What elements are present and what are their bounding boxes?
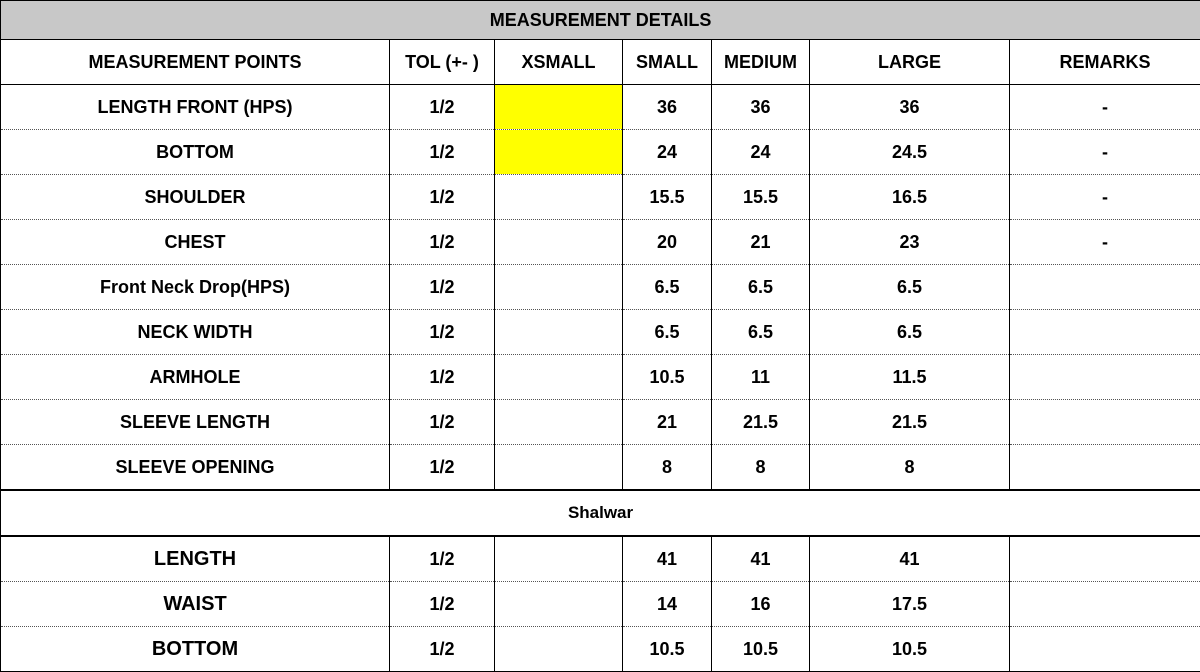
cell-xsmall[interactable] (495, 400, 623, 445)
header-remarks[interactable]: REMARKS (1010, 40, 1200, 85)
cell-point[interactable]: NECK WIDTH (1, 310, 390, 355)
cell-point[interactable]: CHEST (1, 220, 390, 265)
table-title[interactable]: MEASUREMENT DETAILS (1, 1, 1200, 40)
cell-large[interactable]: 16.5 (810, 175, 1010, 220)
cell-xsmall[interactable] (495, 445, 623, 491)
header-large[interactable]: LARGE (810, 40, 1010, 85)
table-row (1, 85, 1200, 130)
cell-medium[interactable]: 36 (712, 85, 810, 130)
cell-xsmall[interactable] (495, 582, 623, 627)
cell-point[interactable]: LENGTH FRONT (HPS) (1, 85, 390, 130)
cell-remarks[interactable] (1010, 536, 1200, 582)
cell-medium[interactable]: 6.5 (712, 265, 810, 310)
cell-large[interactable]: 6.5 (810, 265, 1010, 310)
cell-large[interactable]: 10.5 (810, 627, 1010, 672)
table-row (1, 536, 1200, 582)
cell-tol[interactable]: 1/2 (390, 536, 495, 582)
cell-xsmall[interactable] (495, 175, 623, 220)
cell-medium[interactable]: 6.5 (712, 310, 810, 355)
cell-xsmall[interactable] (495, 130, 623, 175)
cell-xsmall[interactable] (495, 220, 623, 265)
section-label-shalwar[interactable]: Shalwar (1, 490, 1200, 536)
table-row (1, 265, 1200, 310)
section-header-row (1, 490, 1200, 536)
cell-remarks[interactable] (1010, 400, 1200, 445)
cell-point[interactable]: LENGTH (1, 536, 390, 582)
cell-tol[interactable]: 1/2 (390, 400, 495, 445)
cell-large[interactable]: 11.5 (810, 355, 1010, 400)
cell-tol[interactable]: 1/2 (390, 355, 495, 400)
header-tolerance[interactable]: TOL (+- ) (390, 40, 495, 85)
table-row (1, 220, 1200, 265)
cell-remarks[interactable] (1010, 265, 1200, 310)
cell-tol[interactable]: 1/2 (390, 175, 495, 220)
cell-remarks[interactable]: - (1010, 130, 1200, 175)
cell-remarks[interactable] (1010, 445, 1200, 491)
cell-large[interactable]: 24.5 (810, 130, 1010, 175)
cell-tol[interactable]: 1/2 (390, 582, 495, 627)
header-measurement-points[interactable]: MEASUREMENT POINTS (1, 40, 390, 85)
header-medium[interactable]: MEDIUM (712, 40, 810, 85)
cell-large[interactable]: 6.5 (810, 310, 1010, 355)
table-row (1, 627, 1200, 672)
cell-remarks[interactable]: - (1010, 220, 1200, 265)
cell-small[interactable]: 14 (623, 582, 712, 627)
table-row (1, 400, 1200, 445)
cell-tol[interactable]: 1/2 (390, 130, 495, 175)
cell-medium[interactable]: 8 (712, 445, 810, 491)
cell-large[interactable]: 21.5 (810, 400, 1010, 445)
cell-tol[interactable]: 1/2 (390, 220, 495, 265)
cell-small[interactable]: 36 (623, 85, 712, 130)
cell-small[interactable]: 41 (623, 536, 712, 582)
cell-medium[interactable]: 16 (712, 582, 810, 627)
title-row (1, 1, 1200, 40)
cell-small[interactable]: 10.5 (623, 627, 712, 672)
cell-small[interactable]: 10.5 (623, 355, 712, 400)
cell-small[interactable]: 15.5 (623, 175, 712, 220)
header-small[interactable]: SMALL (623, 40, 712, 85)
cell-medium[interactable]: 21.5 (712, 400, 810, 445)
header-xsmall[interactable]: XSMALL (495, 40, 623, 85)
cell-xsmall[interactable] (495, 536, 623, 582)
cell-remarks[interactable] (1010, 310, 1200, 355)
cell-tol[interactable]: 1/2 (390, 265, 495, 310)
cell-large[interactable]: 36 (810, 85, 1010, 130)
cell-small[interactable]: 24 (623, 130, 712, 175)
cell-medium[interactable]: 10.5 (712, 627, 810, 672)
cell-large[interactable]: 17.5 (810, 582, 1010, 627)
cell-tol[interactable]: 1/2 (390, 445, 495, 491)
cell-point[interactable]: Front Neck Drop(HPS) (1, 265, 390, 310)
cell-medium[interactable]: 11 (712, 355, 810, 400)
cell-remarks[interactable]: - (1010, 175, 1200, 220)
cell-xsmall[interactable] (495, 627, 623, 672)
cell-tol[interactable]: 1/2 (390, 85, 495, 130)
table-row (1, 130, 1200, 175)
cell-tol[interactable]: 1/2 (390, 310, 495, 355)
header-row (1, 40, 1200, 85)
cell-remarks[interactable] (1010, 627, 1200, 672)
cell-medium[interactable]: 24 (712, 130, 810, 175)
table-row (1, 582, 1200, 627)
cell-point[interactable]: SLEEVE LENGTH (1, 400, 390, 445)
table-row (1, 355, 1200, 400)
cell-medium[interactable]: 15.5 (712, 175, 810, 220)
cell-point[interactable]: WAIST (1, 582, 390, 627)
cell-remarks[interactable]: - (1010, 85, 1200, 130)
cell-large[interactable]: 41 (810, 536, 1010, 582)
cell-xsmall[interactable] (495, 265, 623, 310)
cell-point[interactable]: ARMHOLE (1, 355, 390, 400)
cell-small[interactable]: 6.5 (623, 265, 712, 310)
cell-tol[interactable]: 1/2 (390, 627, 495, 672)
cell-large[interactable]: 8 (810, 445, 1010, 491)
table-row (1, 310, 1200, 355)
cell-point[interactable]: BOTTOM (1, 627, 390, 672)
cell-medium[interactable]: 41 (712, 536, 810, 582)
cell-small[interactable]: 6.5 (623, 310, 712, 355)
cell-remarks[interactable] (1010, 355, 1200, 400)
table-row (1, 175, 1200, 220)
cell-medium[interactable]: 21 (712, 220, 810, 265)
cell-xsmall[interactable] (495, 355, 623, 400)
cell-large[interactable]: 23 (810, 220, 1010, 265)
cell-small[interactable]: 20 (623, 220, 712, 265)
cell-point[interactable]: SHOULDER (1, 175, 390, 220)
cell-point[interactable]: BOTTOM (1, 130, 390, 175)
cell-xsmall[interactable] (495, 310, 623, 355)
cell-xsmall[interactable] (495, 85, 623, 130)
cell-remarks[interactable] (1010, 582, 1200, 627)
cell-point[interactable]: SLEEVE OPENING (1, 445, 390, 491)
table-row (1, 445, 1200, 491)
cell-small[interactable]: 21 (623, 400, 712, 445)
cell-small[interactable]: 8 (623, 445, 712, 491)
